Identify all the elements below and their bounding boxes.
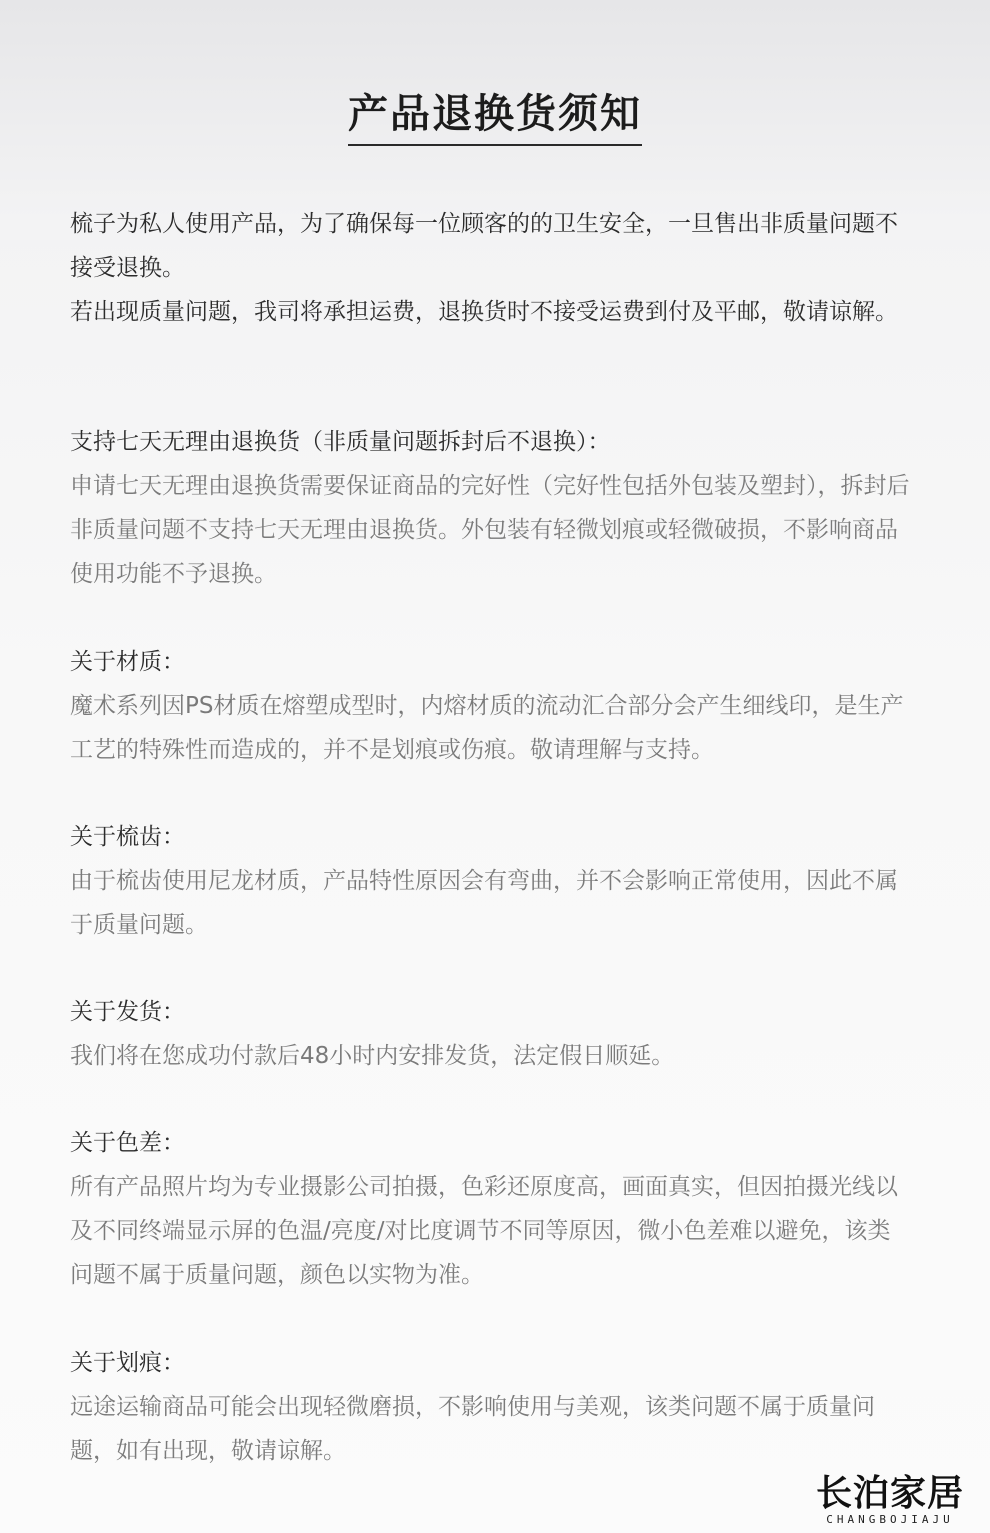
section-body: 申请七天无理由退换货需要保证商品的完好性（完好性包括外包装及塑封），拆封后非质量问题不支持七天无理由退换货。外包装有轻微划痕或轻微破损，不影响商品使用功能不予退换。: [70, 473, 910, 587]
section-heading: 关于材质：: [70, 649, 185, 675]
page-title: 产品退换货须知: [348, 88, 642, 146]
intro-paragraph-2: 若出现质量问题，我司将承担运费，退换货时不接受运费到付及平邮，敬请谅解。: [70, 299, 898, 325]
brand-logo-subtitle: CHANGBOJIAJU: [826, 1513, 954, 1526]
section-shipping: [70, 990, 912, 1078]
section-body: 魔术系列因PS材质在熔塑成型时，内熔材质的流动汇合部分会产生细线印，是生产工艺的特殊性而造成的，并不是划痕或伤痕。敬请理解与支持。: [70, 693, 904, 763]
section-heading: 关于划痕：: [70, 1350, 185, 1376]
section-heading: 关于发货：: [70, 999, 185, 1025]
brand-logo-name: 长泊家居: [815, 1472, 964, 1514]
section-heading: 支持七天无理由退换货（非质量问题拆封后不退换）：: [70, 429, 611, 455]
section-body: 远途运输商品可能会出现轻微磨损，不影响使用与美观，该类问题不属于质量问题，如有出现，敬请谅解。: [70, 1394, 875, 1464]
section-color-difference: [70, 1121, 912, 1297]
section-comb-teeth: [70, 815, 912, 947]
section-material: [70, 640, 912, 772]
title-container: [0, 88, 990, 146]
section-seven-day-return: [70, 420, 912, 596]
brand-logo: [804, 1473, 976, 1531]
intro-block: [70, 202, 912, 334]
section-body: 由于梳齿使用尼龙材质，产品特性原因会有弯曲，并不会影响正常使用，因此不属于质量问题。: [70, 868, 898, 938]
section-scratches: [70, 1341, 912, 1473]
section-heading: 关于色差：: [70, 1130, 185, 1156]
section-heading: 关于梳齿：: [70, 824, 185, 850]
section-body: 我们将在您成功付款后48小时内安排发货，法定假日顺延。: [70, 1043, 675, 1069]
section-body: 所有产品照片均为专业摄影公司拍摄，色彩还原度高，画面真实，但因拍摄光线以及不同终端显示屏的色温/亮度/对比度调节不同等原因，微小色差难以避免，该类问题不属于质量问题，颜色以实物为准。: [70, 1174, 898, 1288]
intro-paragraph-1: 梳子为私人使用产品，为了确保每一位顾客的的卫生安全，一旦售出非质量问题不接受退换。: [70, 211, 898, 281]
